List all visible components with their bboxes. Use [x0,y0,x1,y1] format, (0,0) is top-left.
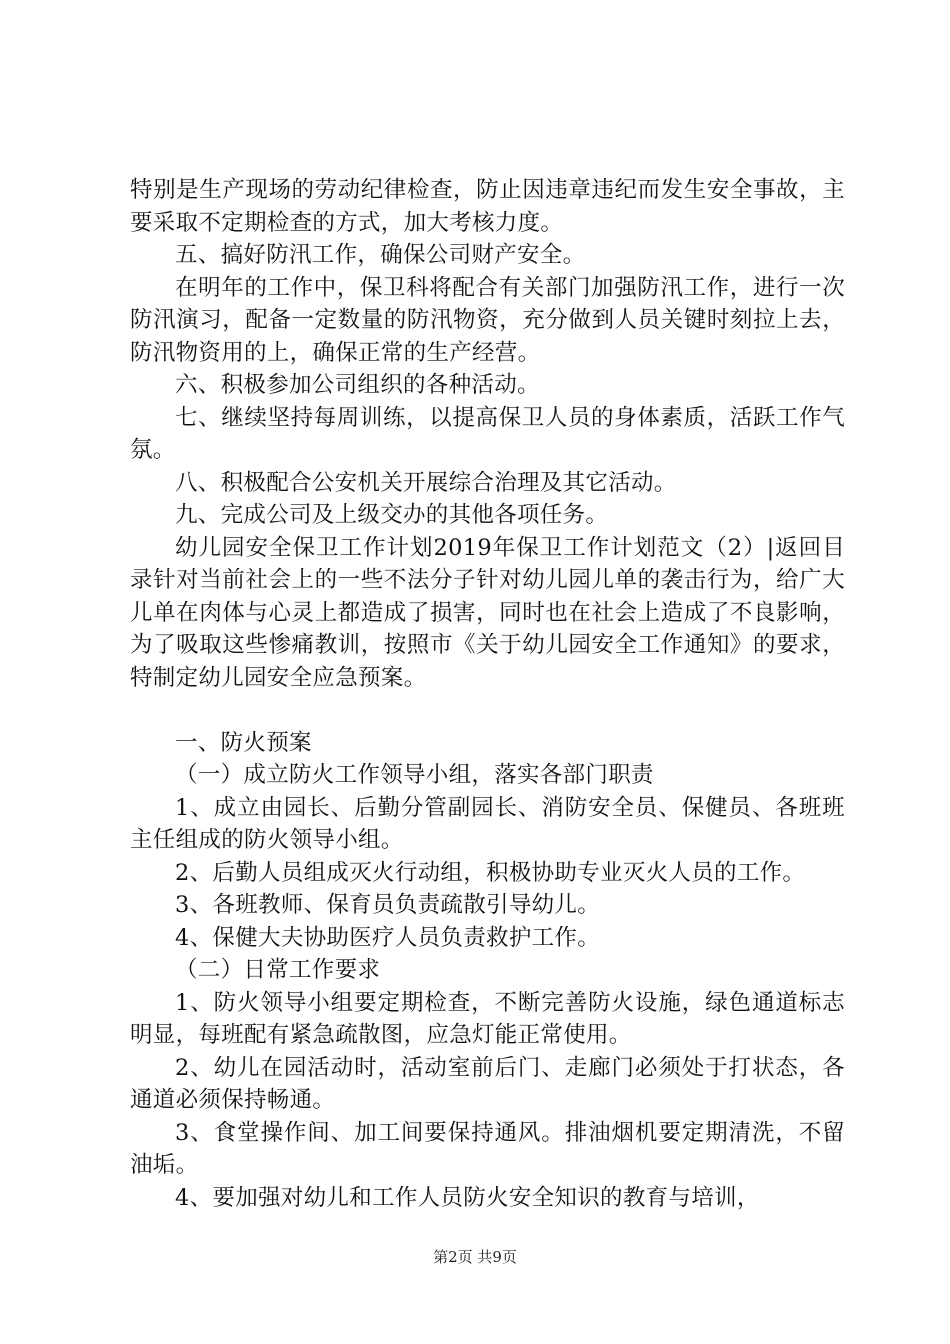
list-item: 1、防火领导小组要定期检查，不断完善防火设施，绿色通道标志明显，每班配有紧急疏散图，应急灯能正常使用。 [130,989,845,1048]
list-item: 2、后勤人员组成灭火行动组，积极协助专业灭火人员的工作。 [175,859,806,886]
section-heading-8: 八、积极配合公安机关开展综合治理及其它活动。 [175,469,677,496]
list-item: 4、保健大夫协助医疗人员负责救护工作。 [175,924,601,951]
list-item: 2、幼儿在园活动时，活动室前后门、走廊门必须处于打状态，各通道必须保持畅通。 [130,1054,845,1113]
section-heading-6: 六、积极参加公司组织的各种活动。 [175,372,540,398]
document-body [130,174,845,1214]
subsection-heading: （二）日常工作要求 [175,957,381,983]
subsection-heading: （一）成立防火工作领导小组，落实各部门职责 [175,762,654,788]
page-footer: 第2页 共9页 [433,1248,517,1266]
blank-line [130,694,845,727]
list-item: 3、食堂操作间、加工间要保持通风。排油烟机要定期清洗，不留油垢。 [130,1119,845,1178]
list-item: 3、各班教师、保育员负责疏散引导幼儿。 [175,892,601,918]
paragraph-continuation: 特别是生产现场的劳动纪律检查，防止因违章违纪而发生安全事故，主要采取不定期检查的方式，加大考核力度。 [130,177,845,236]
section-heading-5: 五、搞好防汛工作，确保公司财产安全。 [175,242,586,268]
section-heading-9: 九、完成公司及上级交办的其他各项任务。 [175,502,609,528]
paragraph: 在明年的工作中，保卫科将配合有关部门加强防汛工作，进行一次防汛演习，配备一定数量的防汛物资，充分做到人员关键时刻拉上去，防汛物资用的上，确保正常的生产经营。 [130,274,845,366]
section-heading-7: 七、继续坚持每周训练，以提高保卫人员的身体素质，活跃工作气氛。 [130,404,845,463]
list-item: 1、成立由园长、后勤分管副园长、消防安全员、保健员、各班班主任组成的防火领导小组。 [130,794,845,853]
paragraph: 幼儿园安全保卫工作计划2019年保卫工作计划范文（2）|返回目录针对当前社会上的一些不法分子针对幼儿园儿单的袭击行为，给广大儿单在肉体与心灵上都造成了损害，同时也在社会上造成了不良影响，为了吸取这些惨痛教训，按照市《关于幼儿园安全工作通知》的要求，特制定幼儿园安全应急预案。 [130,534,845,691]
list-item: 4、要加强对幼儿和工作人员防火安全知识的教育与培训， [175,1184,760,1211]
section-heading: 一、防火预案 [175,729,312,756]
